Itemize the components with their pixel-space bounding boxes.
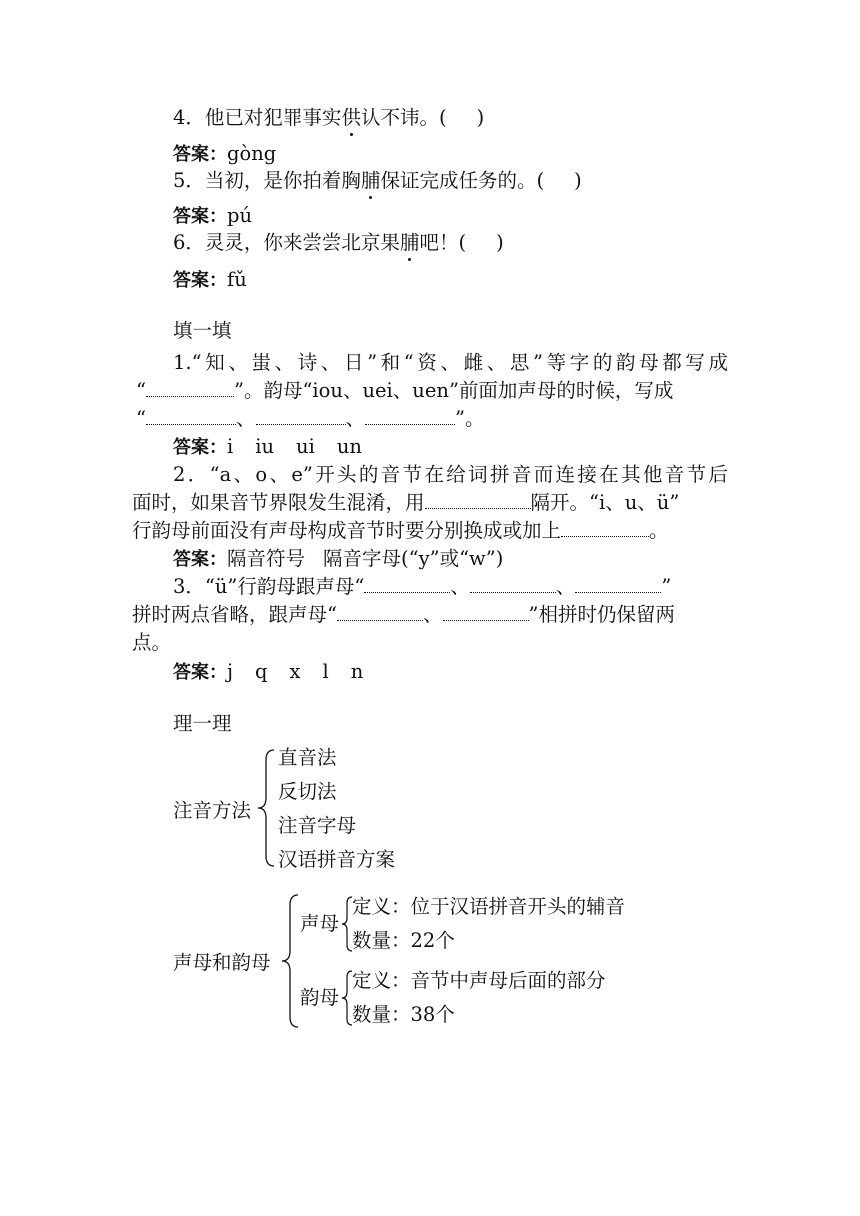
- fill-text: 。: [649, 519, 669, 542]
- fill-item-3-line-1: [173, 574, 671, 600]
- question-text: 认不讳。(: [360, 106, 447, 129]
- answer-4: [173, 141, 276, 168]
- separator: 、: [450, 575, 470, 598]
- answer-label: 答案：: [173, 549, 227, 570]
- answer-blank[interactable]: [443, 604, 529, 621]
- answer-blank[interactable]: [256, 408, 346, 425]
- answer-value: ui: [296, 435, 315, 458]
- answer-value: gòng: [227, 142, 277, 165]
- tree-leaf: 定义：音节中声母后面的部分: [352, 969, 606, 992]
- open-quote: “: [136, 407, 146, 430]
- emphasized-char: 供: [341, 106, 361, 129]
- answer-blank[interactable]: [575, 576, 661, 593]
- question-4: [173, 105, 484, 131]
- answer-value: 隔音字母(“y”或“w”): [323, 547, 504, 570]
- fill-item-2-line-1: 2．“a、o、e”开头的音节在给词拼音而连接在其他音节后: [173, 463, 728, 486]
- question-number: 4．: [173, 106, 205, 129]
- question-text: 灵灵，你来尝尝北京果: [204, 231, 400, 254]
- fill-item-1-line-1: 1.“知、蚩、诗、日”和“资、雌、思”等字的韵母都写成: [173, 351, 728, 374]
- tree-leaf: 定义：位于汉语拼音开头的辅音: [352, 895, 626, 918]
- answer-blank[interactable]: [337, 604, 423, 621]
- question-text: 当初，是你拍着胸: [204, 169, 361, 192]
- fill-item-3-line-2: [132, 602, 675, 628]
- tree-leaf: 直音法: [278, 746, 337, 769]
- answer-value: iu: [255, 435, 275, 458]
- answer-blank[interactable]: [364, 576, 450, 593]
- answer-value: n: [350, 660, 364, 683]
- open-quote: “: [136, 379, 146, 402]
- answer-blank[interactable]: [146, 408, 236, 425]
- tree-leaf: 注音字母: [278, 814, 357, 837]
- close-paren: ): [574, 169, 582, 192]
- question-text: 他已对犯罪事实: [204, 106, 342, 129]
- tree-branch-yunmu: 韵母: [300, 986, 340, 1009]
- tree-root-shengyun: 声母和韵母: [173, 951, 271, 974]
- answer-value: fǔ: [227, 268, 247, 291]
- separator: 、: [235, 407, 256, 430]
- fill-text: 面时，如果音节界限发生混淆，用: [132, 491, 425, 514]
- answer-label: 答案：: [173, 144, 227, 165]
- answer-value: pú: [227, 204, 253, 227]
- fill-text: 拼时两点省略，跟声母“: [132, 603, 337, 626]
- emphasized-char: 脯: [399, 231, 420, 254]
- fill-text: ”相拼时仍保留两: [528, 603, 675, 626]
- question-text: 保证完成任务的。(: [380, 169, 545, 192]
- fill-text: ”。韵母“iou、uei、uen”前面加声母的时候，写成: [233, 379, 674, 402]
- emphasized-char: 脯: [360, 169, 381, 192]
- section-heading-fill: 填一填: [173, 319, 232, 342]
- brace-icon: [256, 748, 278, 868]
- close-paren: ): [476, 106, 485, 129]
- tree-leaf: 反切法: [278, 780, 337, 803]
- answer-6: [173, 267, 247, 294]
- answer-label: 答案：: [173, 662, 227, 683]
- answer-label: 答案：: [173, 270, 227, 291]
- fill-item-1-line-2: [136, 378, 673, 404]
- answer-value: 隔音符号: [227, 547, 306, 570]
- question-5: [173, 168, 582, 194]
- question-text: 吧！(: [419, 231, 467, 254]
- answer-label: 答案：: [173, 206, 227, 227]
- answer-value: j: [227, 660, 234, 683]
- separator: 、: [422, 603, 443, 626]
- answer-value: q: [255, 660, 268, 683]
- answer-blank[interactable]: [146, 380, 234, 397]
- question-number: 5．: [173, 169, 205, 192]
- answer-value: x: [289, 660, 301, 683]
- answer-value: un: [336, 435, 362, 458]
- close-quote: ”: [661, 575, 672, 598]
- fill-text: 隔开。“i、u、ü”: [530, 491, 680, 514]
- close-paren: ): [496, 231, 504, 254]
- tree-leaf: 汉语拼音方案: [278, 848, 396, 871]
- fill-item-1-line-3: [136, 406, 485, 432]
- tree-root-zhuyin: 注音方法: [173, 799, 252, 822]
- question-6: [173, 230, 504, 256]
- answer-value: l: [322, 660, 329, 683]
- tree-leaf: 数量：38个: [352, 1003, 455, 1026]
- close-quote: ”。: [455, 407, 485, 430]
- answer-blank[interactable]: [561, 520, 649, 537]
- fill-item-2-line-2: [132, 490, 679, 516]
- fill-answer-2: [173, 546, 503, 573]
- fill-answer-1: [173, 434, 362, 461]
- section-heading-sort: 理一理: [173, 712, 232, 735]
- answer-blank[interactable]: [470, 576, 556, 593]
- brace-icon: [280, 893, 302, 1029]
- fill-text: 3．“ü”行韵母跟声母“: [173, 575, 365, 598]
- answer-5: [173, 203, 252, 230]
- separator: 、: [555, 575, 576, 598]
- answer-blank[interactable]: [365, 408, 455, 425]
- answer-blank[interactable]: [425, 492, 531, 509]
- tree-leaf: 数量：22个: [352, 929, 455, 952]
- answer-value: i: [227, 435, 234, 458]
- tree-branch-shengmu: 声母: [300, 912, 340, 935]
- separator: 、: [345, 407, 366, 430]
- fill-item-3-line-3: 点。: [132, 631, 172, 654]
- answer-label: 答案：: [173, 437, 227, 458]
- fill-answer-3: [173, 659, 363, 686]
- fill-text: 行韵母前面没有声母构成音节时要分别换成或加上: [132, 519, 562, 542]
- fill-item-2-line-3: [132, 518, 669, 544]
- question-number: 6．: [173, 231, 205, 254]
